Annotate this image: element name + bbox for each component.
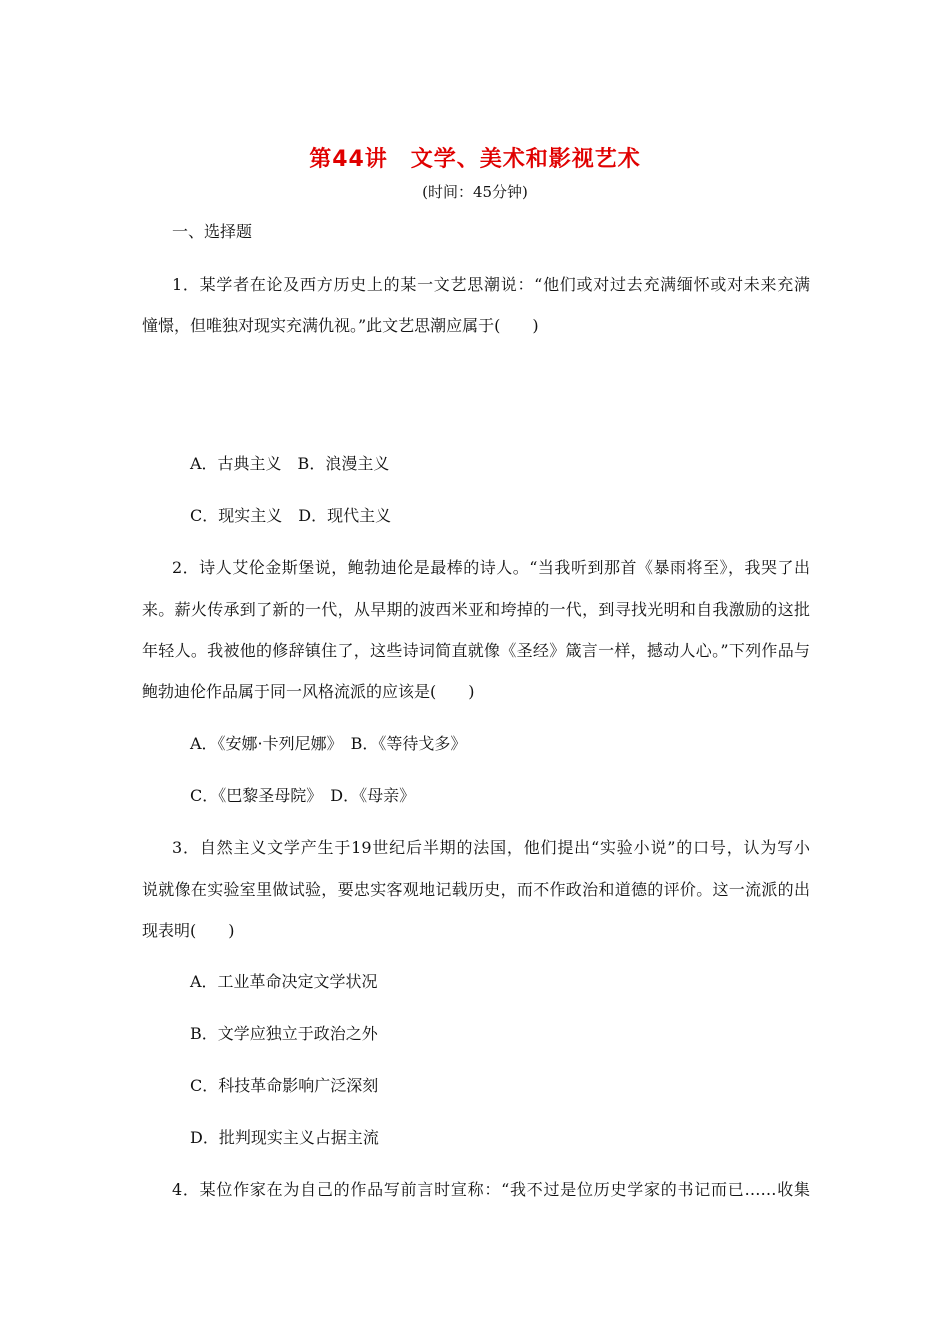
question-2-line-1: 2．诗人艾伦金斯堡说，鲍勃迪伦是最棒的诗人。“当我听到那首《暴雨将至》，我哭了出 <box>172 558 810 577</box>
question-3-option-a: A．工业革命决定文学状况 <box>190 972 378 991</box>
question-3-option-d: D．批判现实主义占据主流 <box>190 1128 379 1147</box>
question-1-line-1: 1．某学者在论及西方历史上的某一文艺思潮说：“他们或对过去充满缅怀或对未来充满 <box>172 275 810 294</box>
question-3-line-1: 3．自然主义文学产生于19世纪后半期的法国，他们提出“实验小说”的口号，认为写小 <box>172 838 810 857</box>
question-2-line-3: 年轻人。我被他的修辞镇住了，这些诗词简直就像《圣经》箴言一样，撼动人心。”下列作品与 <box>142 641 810 660</box>
question-2-line-2: 来。薪火传承到了新的一代，从早期的波西米亚和垮掉的一代，到寻找光明和自我激励的这批 <box>142 600 810 619</box>
time-limit: (时间：45分钟) <box>422 183 528 201</box>
question-3-option-c: C．科技革命影响广泛深刻 <box>190 1076 379 1095</box>
question-3-option-b: B．文学应独立于政治之外 <box>190 1024 378 1043</box>
question-1-line-2: 憧憬，但唯独对现实充满仇视。”此文艺思潮应属于( ) <box>142 316 539 335</box>
question-3-line-2: 说就像在实验室里做试验，要忠实客观地记载历史，而不作政治和道德的评价。这一流派的出 <box>142 880 810 899</box>
question-4-line-1: 4．某位作家在为自己的作品写前言时宣称：“我不过是位历史学家的书记而已……收集 <box>172 1180 810 1199</box>
question-1-option-ab: A．古典主义 B．浪漫主义 <box>190 454 390 473</box>
question-1-option-cd: C．现实主义 D．现代主义 <box>190 506 392 525</box>
question-2-option-cd: C．《巴黎圣母院》 D．《母亲》 <box>190 786 416 805</box>
question-2-line-4: 鲍勃迪伦作品属于同一风格流派的应该是( ) <box>142 682 475 701</box>
question-2-option-ab: A．《安娜·卡列尼娜》 B．《等待戈多》 <box>190 734 467 753</box>
section-heading: 一、选择题 <box>172 222 253 241</box>
question-3-line-3: 现表明( ) <box>142 921 235 940</box>
page-title: 第44讲 文学、美术和影视艺术 <box>309 147 641 172</box>
